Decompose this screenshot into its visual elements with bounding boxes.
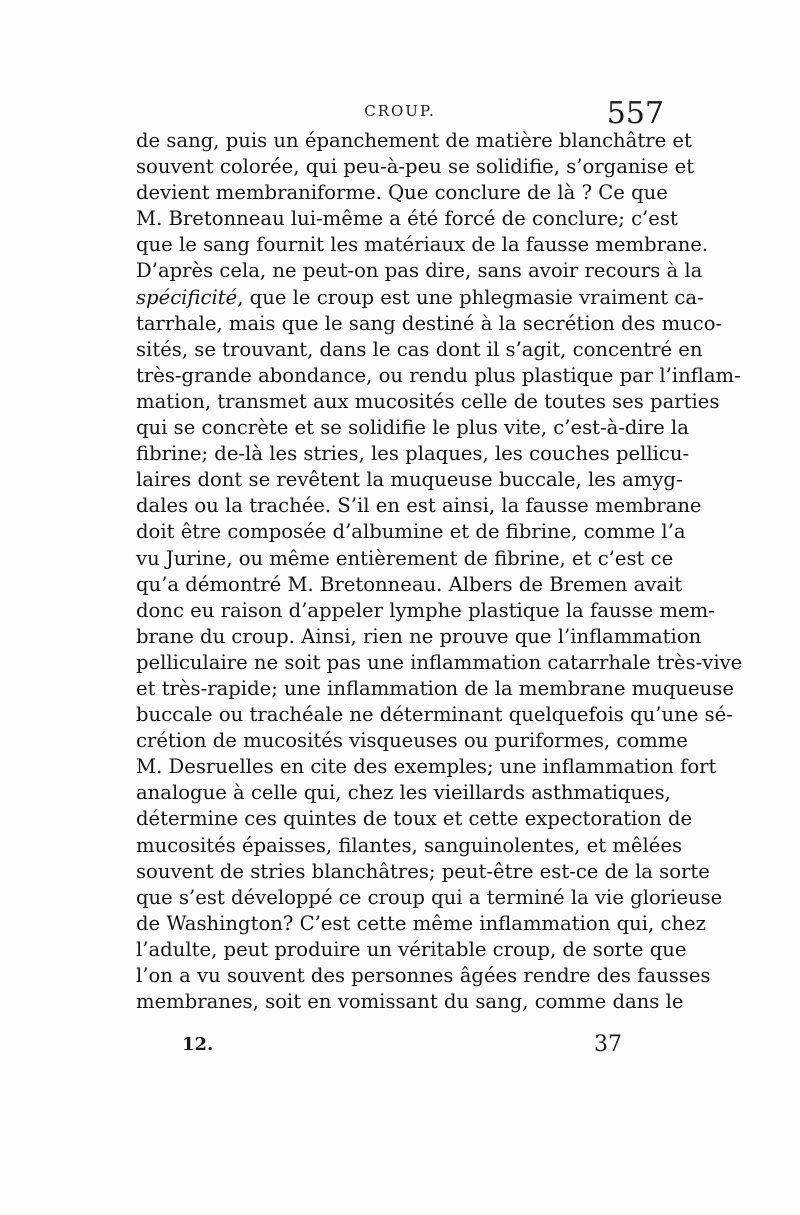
- text-line: M. Bretonneau lui-même a été forcé de conclure; c’est: [136, 207, 678, 231]
- text-line: vu Jurine, ou même entièrement de fibrine, et c’est ce: [136, 546, 674, 570]
- sheet-number: 37: [594, 1032, 622, 1057]
- signature-mark: 12.: [182, 1034, 214, 1055]
- text-line-rest: , que le croup est une phlegmasie vraiment ca-: [237, 285, 704, 309]
- text-line: qu’a démontré M. Bretonneau. Albers de Bremen avait: [136, 572, 683, 596]
- text-line: buccale ou trachéale ne déterminant quelquefois qu’une sé-: [136, 703, 733, 727]
- text-line: crétion de mucosités visqueuses ou puriformes, comme: [136, 729, 688, 753]
- text-line: analogue à celle qui, chez les vieillards asthmatiques,: [136, 781, 671, 805]
- page-footer: [136, 1034, 664, 1064]
- text-line: que le sang fournit les matériaux de la fausse membrane.: [136, 233, 709, 257]
- text-line: devient membraniforme. Que conclure de là ? Ce que: [136, 181, 668, 205]
- text-line: pelliculaire ne soit pas une inflammation catarrhale très-vive: [136, 650, 743, 674]
- text-line: souvent de stries blanchâtres; peut-être est-ce de la sorte: [136, 859, 710, 883]
- text-line: mucosités épaisses, filantes, sanguinolentes, et mêlées: [136, 833, 683, 857]
- text-line: doit être composée d’albumine et de fibrine, comme l’a: [136, 520, 686, 544]
- text-line: membranes, soit en vomissant du sang, comme dans le: [136, 990, 684, 1014]
- page-number: 557: [606, 96, 664, 131]
- text-line: donc eu raison d’appeler lymphe plastique la fausse mem-: [136, 598, 715, 622]
- text-line: laires dont se revêtent la muqueuse buccale, les amyg-: [136, 468, 683, 492]
- text-line: qui se concrète et se solidifie le plus vite, c’est-à-dire la: [136, 416, 689, 440]
- text-line-with-italic: [136, 285, 704, 311]
- text-line: de Washington? C’est cette même inflammation qui, chez: [136, 911, 706, 935]
- text-line: fibrine; de-là les stries, les plaques, les couches pellicu-: [136, 442, 690, 466]
- text-line: très-grande abondance, ou rendu plus plastique par l’inflam-: [136, 363, 741, 387]
- text-line: l’adulte, peut produire un véritable croup, de sorte que: [136, 937, 687, 961]
- running-title: CROUP.: [364, 102, 436, 120]
- text-line: que s’est développé ce croup qui a terminé la vie glorieuse: [136, 885, 723, 909]
- text-line: de sang, puis un épanchement de matière blanchâtre et: [136, 129, 692, 152]
- italic-word: spécificité: [136, 285, 238, 309]
- text-line: sités, se trouvant, dans le cas dont il s’agit, concentré en: [136, 337, 703, 361]
- body-text: [136, 128, 743, 1015]
- text-line: D’après cela, ne peut-on pas dire, sans avoir recours à la: [136, 259, 703, 283]
- text-line: tarrhale, mais que le sang destiné à la secrétion des muco-: [136, 311, 723, 335]
- text-line: souvent colorée, qui peu-à-peu se solidifie, s’organise et: [136, 155, 695, 179]
- text-line: l’on a vu souvent des personnes âgées rendre des fausses: [136, 964, 711, 987]
- text-line: et très-rapide; une inflammation de la membrane muqueuse: [136, 676, 734, 700]
- text-line: M. Desruelles en cite des exemples; une inflammation fort: [136, 755, 717, 779]
- text-line: brane du croup. Ainsi, rien ne prouve que l’inflammation: [136, 624, 702, 648]
- text-line: détermine ces quintes de toux et cette expectoration de: [136, 807, 693, 831]
- text-line: dales ou la trachée. S’il en est ainsi, la fausse membrane: [136, 494, 702, 518]
- text-line: mation, transmet aux mucosités celle de toutes ses parties: [136, 389, 720, 413]
